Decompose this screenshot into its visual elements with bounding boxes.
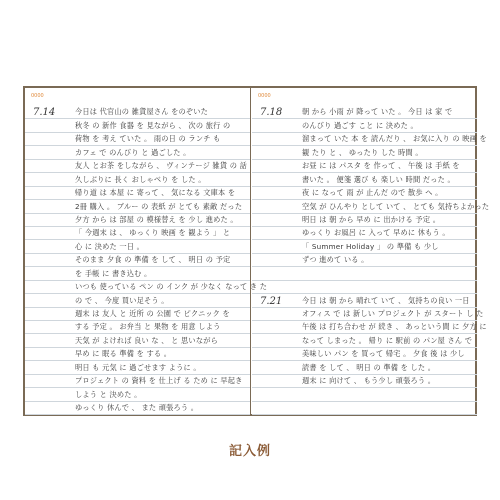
ruled-line (252, 254, 477, 267)
handwritten-text: 観 たり と 、 ゆったり した 時間 。 (302, 147, 423, 157)
handwritten-text: を 手帳 に 書き込む 。 (75, 268, 152, 278)
ruled-line (25, 214, 250, 227)
right-page-lines (252, 106, 490, 415)
ruled-line (252, 119, 477, 132)
handwritten-text: の で 、 今度 買い足そう 。 (75, 295, 169, 305)
entry-date: 7.18 (260, 107, 283, 119)
handwritten-text: 「 今週末 は 、 ゆっくり 映画 を 観よう 」 と (75, 228, 231, 238)
handwritten-text: なって しまった 。 帰り に 駅前 の パン屋 さん で (302, 335, 473, 345)
handwritten-text: 週末 は 友人 と 近所 の 公園 で ピクニック を (75, 309, 230, 318)
handwritten-text: 溜まって いた 本 を 読んだり 、 お気に入り の 映画 を (302, 134, 487, 144)
handwritten-text: 午後 は 打ち合わせ が 続き 、 あっという間 に 夕方 に (302, 322, 487, 332)
ruled-line (25, 348, 250, 361)
ruled-line (25, 361, 250, 374)
ruled-line (252, 173, 477, 186)
handwritten-text: 早め に 眠る 準備 を する 。 (75, 349, 172, 359)
ruled-line (252, 334, 477, 347)
ruled-line (25, 200, 250, 213)
ruled-line (25, 267, 250, 280)
ruled-line (25, 146, 250, 159)
handwritten-text: 書いた 。 便箋 選び も 楽しい 時間 だった 。 (302, 174, 455, 184)
handwritten-text: 空気 が ひんやり として いて 、 とても 気持ちよかった (302, 201, 490, 211)
ruled-line (25, 160, 250, 173)
right-page-number: 0000 (258, 93, 271, 99)
handwritten-text: プロジェクト の 資料 を 仕上げ る ため に 早起き (75, 376, 243, 386)
handwritten-text: 2冊 購入 。 ブルー の 表紙 が とても 素敵 だった (75, 201, 243, 211)
handwritten-text: 週末 に 向けて 、 もう少し 頑張ろう 。 (302, 376, 436, 386)
handwritten-text: ずつ 進めて いる 。 (302, 255, 369, 265)
ruled-line (252, 348, 477, 361)
handwritten-text: 久しぶりに 長く おしゃべり を した 。 (75, 174, 206, 184)
ruled-line (252, 402, 477, 415)
ruled-line (252, 388, 477, 401)
ruled-line (252, 146, 477, 159)
ruled-line (25, 294, 250, 307)
left-page (25, 88, 268, 414)
handwritten-text: 秋冬 の 新作 食器 を 見ながら 、 次の 旅行 の (75, 120, 231, 130)
ruled-line (25, 334, 250, 347)
ruled-line (252, 240, 477, 253)
ruled-line (25, 240, 250, 253)
ruled-line (25, 173, 250, 186)
ruled-line (25, 281, 268, 294)
ruled-line (25, 375, 250, 388)
handwritten-text: 今日は 代官山の 雑貨屋さん をのぞいた (75, 107, 209, 117)
handwritten-text: 「 Summer Holiday 」 の 準備 も 少し (302, 241, 439, 251)
handwritten-text: ゆっくり 休んで 、 また 頑張ろう 。 (75, 403, 199, 413)
right-page (252, 88, 490, 414)
handwritten-text: しよう と 決めた 。 (75, 389, 142, 399)
handwritten-text: 天気 が よければ 良い な 、 と 思いながら (75, 335, 218, 345)
handwritten-text: 帰り道 は 本屋 に 寄って 、 気になる 文庫本 を (75, 188, 236, 198)
handwritten-text: する 予定 。 お弁当 と 果物 を 用意 しよう (75, 322, 221, 332)
handwritten-text: 朝 から 小雨 が 降って いた 。 今日 は 家 で (302, 107, 453, 117)
handwritten-text: 読書 を して 、 明日 の 準備 を した 。 (302, 362, 436, 372)
handwritten-text: 美味しい パン を 買って 帰宅 。 夕食 後 は 少し (302, 349, 465, 359)
ruled-line (252, 106, 477, 119)
handwritten-text: いつも 使っている ペン の インク が 少なく なって き た (75, 282, 268, 292)
notebook-spread (23, 86, 490, 416)
handwritten-text: 夕方 から は 部屋 の 模様替え を 少し 進めた 。 (75, 214, 238, 224)
ruled-line (252, 361, 477, 374)
ruled-line (25, 308, 250, 321)
handwritten-text: 今日 は 朝 から 晴れて いて 、 気持ちの良い 一日 (302, 295, 470, 305)
ruled-line (25, 388, 250, 401)
handwritten-text: お昼 に は パスタ を 作って 、 午後 は 手紙 を (302, 161, 460, 171)
ruled-line (25, 402, 250, 415)
ruled-line (252, 375, 477, 388)
handwritten-text: オフィス で は 新しい プロジェクト が スタート し た (302, 309, 484, 318)
ruled-line (252, 321, 487, 334)
ruled-line (252, 294, 477, 307)
ruled-line (252, 200, 490, 213)
handwritten-text: のんびり 過ごす こと に 決めた 。 (302, 120, 418, 130)
ruled-line (25, 254, 250, 267)
entry-date: 7.14 (33, 107, 56, 119)
ruled-line (25, 106, 250, 119)
ruled-line (252, 133, 487, 146)
handwritten-text: 夜 に なって 雨 が 止んだ ので 散歩 へ 。 (302, 188, 443, 198)
ruled-line (252, 281, 477, 294)
handwritten-text: カフェ で のんびり と 過ごした 。 (75, 147, 191, 157)
ruled-line (25, 227, 250, 240)
handwritten-text: 心 に 決めた 一日 。 (75, 241, 145, 251)
handwritten-text: 友人 とお茶 をしながら 、 ヴィンテージ 雑貨 の 話 (75, 161, 247, 171)
handwritten-text: 明日 も 元気 に 過ごせます ように 。 (75, 362, 201, 372)
ruled-line (25, 321, 250, 334)
entry-date: 7.21 (260, 295, 283, 307)
handwritten-text: ゆっくり お風呂 に 入って 早めに 休もう 。 (302, 228, 450, 238)
handwritten-text: そのまま 夕食 の 準備 を して 、 明日 の 予定 (75, 255, 231, 265)
notebook-spine (250, 88, 251, 414)
caption-example-label: 記入例 (228, 444, 271, 459)
ruled-line (252, 308, 484, 321)
left-page-lines (25, 106, 268, 415)
ruled-line (25, 133, 250, 146)
ruled-line (25, 187, 250, 200)
ruled-line (252, 267, 477, 280)
handwritten-text: 荷物 を 考え ていた 。 雨の日 の ランチ も (75, 134, 221, 144)
ruled-line (252, 187, 477, 200)
handwritten-text: 明日 は 朝 から 早め に 出かける 予定 。 (302, 214, 441, 224)
ruled-line (252, 214, 477, 227)
ruled-line (25, 119, 250, 132)
ruled-line (252, 227, 477, 240)
ruled-line (252, 160, 477, 173)
left-page-number: 0000 (31, 93, 44, 99)
